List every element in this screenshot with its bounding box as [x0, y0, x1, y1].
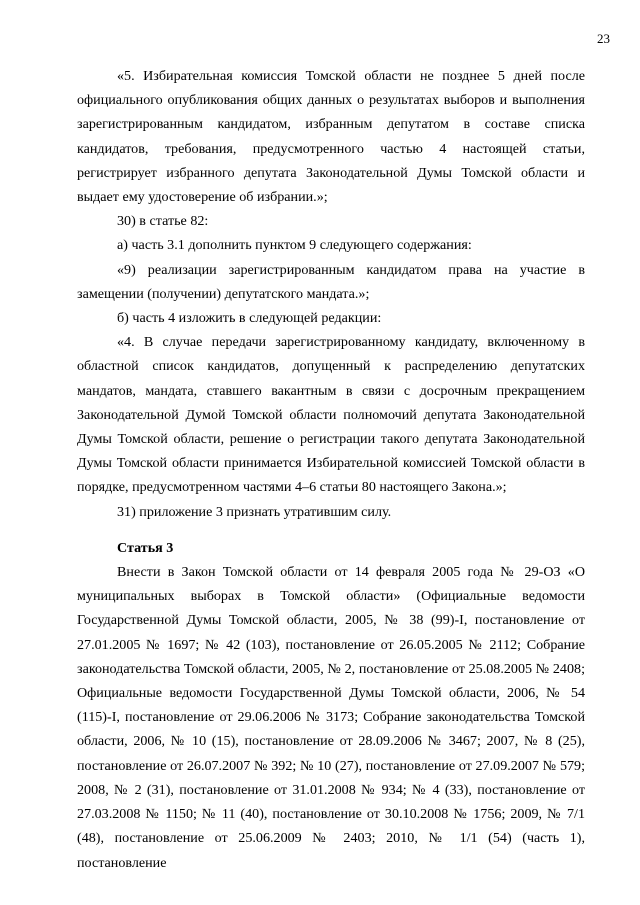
paragraph-point-9: «9) реализации зарегистрированным кандидатом права на участие в замещении (получении) депутатского мандата.»;: [77, 261, 585, 302]
paragraph-item-31: 31) приложение 3 признать утратившим силу.: [117, 503, 392, 520]
article-text: Внести в Закон Томской области от 14 февраля 2005 года № 29-ОЗ «О муниципальных выборах в Томской области» (Официальные ведомости Государственной Думы Томской области, 2005, № 38 (99)-I, постановление от 27.01.2005 № 1697; № 42 (103), постановление от 26.05.2005 № 2112; Собрание законодательства Томской области, 2005, № 2, постановление от 25.08.2005 № 2408; Официальные ведомости Государственной Думы Томской области, 2006, № 54 (115)-I, постановление от 29.06.2006 № 3173; Собрание законодательства Томской области, 2006, № 10 (15), постановление от 28.09.2006 № 3467; 2007, № 8 (25), постановление от 26.07.2007 № 392; № 10 (27), постановление от 27.09.2007 № 579; 2008, № 2 (31), постановление от 31.01.2008 № 934; № 4 (33), постановление от 27.03.2008 № 1150; № 11 (40), постановление от 30.10.2008 № 1756; 2009, № 7/1 (48), постановление от 25.06.2009 № 2403; 2010, № 1/1 (54) (часть 1), постановление: [77, 564, 585, 871]
paragraph-clause-4: «4. В случае передачи зарегистрированному кандидату, включенному в областной список кандидатов, допущенный к распределению депутатских мандатов, мандата, ставшего вакантным в связи с досрочным прекращением Законодательной Думой Томской области полномочий депутата Законодательной Думы Томской области, решение о регистрации такого депутата Законодательной Думы Томской области принимается Избирательной комиссией Томской области в порядке, предусмотренном частями 4–6 статьи 80 настоящего Закона.»;: [77, 334, 585, 496]
document-body: [77, 64, 585, 875]
paragraph-subitem-a: а) часть 3.1 дополнить пунктом 9 следующего содержания:: [117, 237, 472, 254]
paragraph-subitem-b: б) часть 4 изложить в следующей редакции:: [117, 310, 382, 327]
paragraph-item-30: 30) в статье 82:: [117, 213, 209, 230]
page-number: 23: [597, 31, 610, 46]
paragraph-clause-5: «5. Избирательная комиссия Томской области не позднее 5 дней после официального опубликования общих данных о результатах выборов и выполнения зарегистрированным кандидатом, избранным депутатом в составе списка кандидатов, требования, предусмотренного частью 4 настоящей статьи, регистрирует избранного депутата Законодательной Думы Томской области и выдает ему удостоверение об избрании.»;: [77, 68, 585, 206]
article-title: Статья 3: [117, 539, 174, 556]
